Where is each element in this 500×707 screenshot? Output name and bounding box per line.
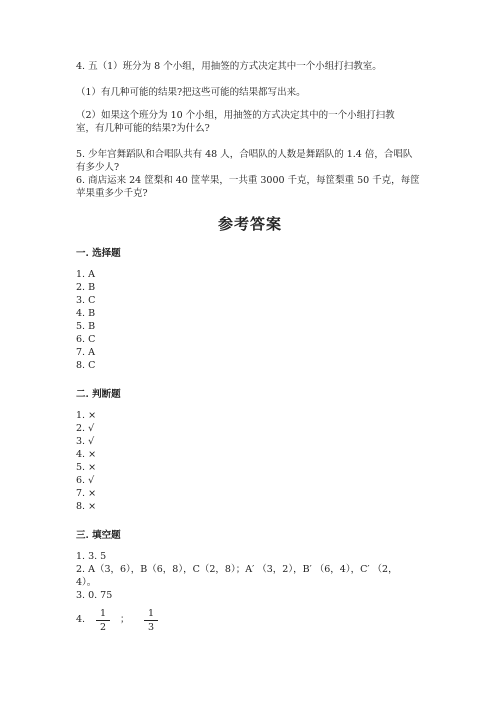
section-judge-heading: 二. 判断题 <box>76 389 121 400</box>
fraction-separator: ； <box>120 614 130 625</box>
choice-answer: 5. B <box>76 321 96 332</box>
fraction-numerator: 1 <box>99 608 107 619</box>
section-choice-heading: 一. 选择题 <box>76 248 121 259</box>
problem-4-sub2-line2: 室，有几种可能的结果?为什么? <box>76 123 210 134</box>
problem-4-sub1: （1）有几种可能的结果?把这些可能的结果都写出来。 <box>76 87 306 98</box>
judge-answer: 2. √ <box>76 423 95 434</box>
judge-answer: 8. × <box>76 501 97 512</box>
choice-answer: 4. B <box>76 308 96 319</box>
choice-answer: 8. C <box>76 360 96 371</box>
fill-answer: 3. 0. 75 <box>76 590 113 601</box>
fraction-denominator: 3 <box>147 622 155 633</box>
fill-answer-4-label: 4. <box>76 614 86 625</box>
problem-6-line1: 6. 商店运来 24 筐梨和 40 筐苹果，一共重 3000 千克，每筐梨重 50 千克，每筐 <box>76 175 420 186</box>
problem-4-stem: 4. 五（1）班分为 8 个小组，用抽签的方式决定其中一个小组打扫教室。 <box>76 61 382 72</box>
fraction-one-third <box>144 608 158 633</box>
problem-6-line2: 苹果重多少千克? <box>76 188 148 199</box>
choice-answer: 2. B <box>76 282 96 293</box>
fraction-numerator: 1 <box>147 608 155 619</box>
problem-5-line2: 有多少人? <box>76 162 120 173</box>
choice-answer: 6. C <box>76 334 96 345</box>
judge-answer: 3. √ <box>76 436 95 447</box>
fraction-bar <box>144 620 158 621</box>
choice-answer: 3. C <box>76 295 96 306</box>
judge-answer: 1. × <box>76 410 97 421</box>
judge-answer: 6. √ <box>76 475 95 486</box>
fraction-denominator: 2 <box>99 622 107 633</box>
section-fill-heading: 三. 填空题 <box>76 530 121 541</box>
answers-title: 参考答案 <box>217 215 282 233</box>
fraction-one-half <box>96 608 110 633</box>
problem-5-line1: 5. 少年宫舞蹈队和合唱队共有 48 人，合唱队的人数是舞蹈队的 1.4 倍，合唱队 <box>76 149 413 160</box>
fraction-bar <box>96 620 110 621</box>
problem-4-sub2-line1: （2）如果这个班分为 10 个小组，用抽签的方式决定其中的一个小组打扫教 <box>76 110 395 121</box>
choice-answer: 7. A <box>76 347 95 358</box>
fill-answer: 1. 3. 5 <box>76 551 107 562</box>
choice-answer: 1. A <box>76 269 95 280</box>
fill-answer: 2. A（3，6），B（6，8），C（2，8）；A′ （3，2），B′ （6，4），C′ （2， <box>76 564 398 575</box>
fill-answer-continued: 4）。 <box>76 577 97 588</box>
judge-answer: 4. × <box>76 449 97 460</box>
judge-answer: 5. × <box>76 462 97 473</box>
judge-answer: 7. × <box>76 488 97 499</box>
